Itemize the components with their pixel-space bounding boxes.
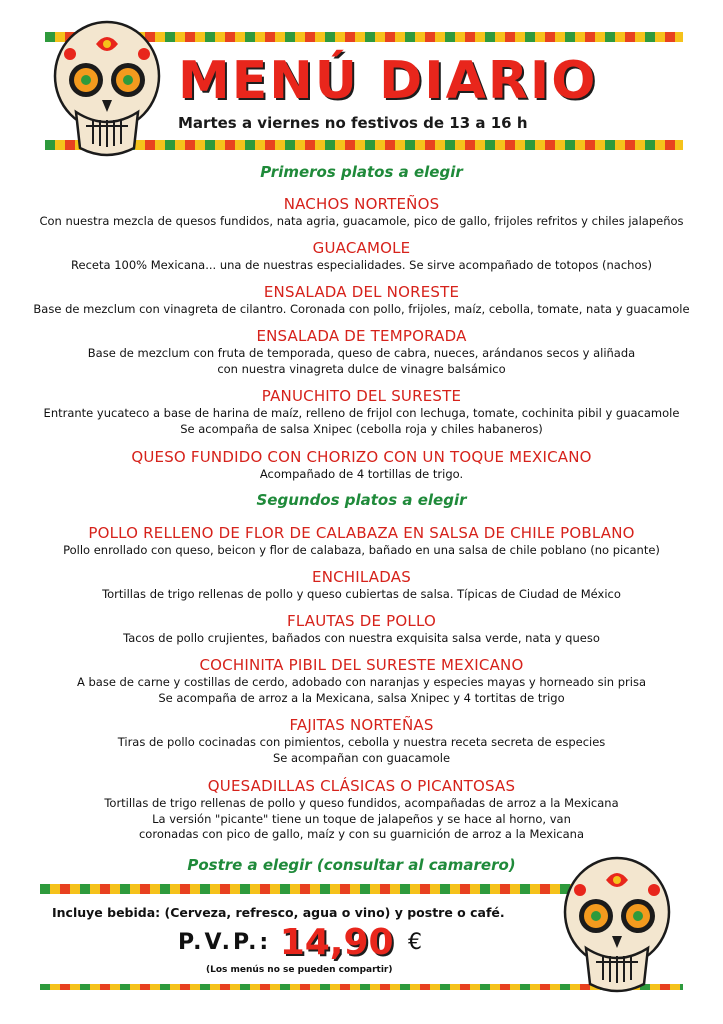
price-value: 14,90 (279, 922, 394, 963)
menu-title: MENÚ DIARIO (178, 51, 598, 111)
dish-description: Entrante yucateco a base de harina de maíz, relleno de frijol con lechuga, tomate, cochinita pibil y guacamole (43, 406, 680, 420)
dish-description: Tortillas de trigo rellenas de pollo y queso fundidos, acompañadas de arroz a la Mexicana (104, 796, 619, 810)
dish-name: ENSALADA DE TEMPORADA (256, 327, 467, 345)
menu-schedule: Martes a viernes no festivos de 13 a 16 h (178, 114, 528, 132)
dish-description: Receta 100% Mexicana... una de nuestras especialidades. Se sirve acompañado de totopos (nachos) (71, 258, 652, 272)
dish-name: ENSALADA DEL NORESTE (263, 283, 460, 301)
dish-description: Base de mezclum con fruta de temporada, queso de cabra, nueces, arándanos secos y aliñada (87, 346, 636, 360)
dish-item (30, 387, 693, 437)
dish-name: NACHOS NORTEÑOS (283, 195, 440, 213)
dish-item (30, 568, 693, 603)
dish-description: Tortillas de trigo rellenas de pollo y queso cubiertas de salsa. Típicas de Ciudad de México (102, 587, 621, 601)
dish-item (30, 327, 693, 377)
dish-item (30, 777, 693, 843)
dish-item (30, 448, 693, 483)
dish-item (30, 656, 693, 706)
dish-name: FAJITAS NORTEÑAS (289, 716, 434, 734)
dish-name: GUACAMOLE (312, 239, 411, 257)
price-row (178, 922, 422, 968)
dish-description: Se acompaña de arroz a la Mexicana, salsa Xnipec y 4 tortitas de trigo (158, 690, 565, 705)
decorative-band-footer-top (40, 884, 583, 894)
dish-description: Con nuestra mezcla de quesos fundidos, nata agria, guacamole, pico de gallo, frijoles refritos y chiles jalapeños (39, 214, 684, 228)
included-drink-text: Incluye bebida: (Cerveza, refresco, agua o vino) y postre o café. (52, 905, 505, 920)
currency-symbol: € (408, 930, 423, 955)
dish-description: Tacos de pollo crujientes, bañados con nuestra exquisita salsa verde, nata y queso (123, 631, 600, 645)
dish-description: Se acompaña de salsa Xnipec (cebolla roja y chiles habaneros) (180, 421, 543, 436)
dish-description: Base de mezclum con vinagreta de cilantro. Coronada con pollo, frijoles, maíz, cebolla, tomate, nata y guacamole (33, 302, 690, 316)
dish-item (30, 716, 693, 766)
dish-name: ENCHILADAS (312, 568, 411, 586)
dish-item (30, 195, 693, 230)
section-heading-primeros: Primeros platos a elegir (260, 163, 463, 181)
dish-description: Acompañado de 4 tortillas de trigo. (259, 467, 464, 481)
section-heading-segundos: Segundos platos a elegir (256, 491, 467, 509)
dish-name: COCHINITA PIBIL DEL SURESTE MEXICANO (199, 656, 524, 674)
dish-description: Se acompañan con guacamole (272, 750, 451, 765)
dish-name: PANUCHITO DEL SURESTE (261, 387, 462, 405)
dish-item (30, 283, 693, 318)
sugar-skull-icon (46, 14, 168, 164)
dish-name: POLLO RELLENO DE FLOR DE CALABAZA EN SALSA DE CHILE POBLANO (88, 524, 635, 542)
dish-description: con nuestra vinagreta dulce de vinagre balsámico (217, 361, 506, 376)
dish-name: QUESO FUNDIDO CON CHORIZO CON UN TOQUE MEXICANO (131, 448, 592, 466)
dish-item (30, 239, 693, 274)
share-note: (Los menús no se pueden compartir) (206, 965, 393, 975)
dish-item (30, 612, 693, 647)
dish-description: La versión "picante" tiene un toque de jalapeños y se hace al horno, van (152, 811, 571, 826)
dish-name: QUESADILLAS CLÁSICAS O PICANTOSAS (207, 777, 516, 795)
dish-name: FLAUTAS DE POLLO (287, 612, 436, 630)
dish-description: A base de carne y costillas de cerdo, adobado con naranjas y especies mayas y horneado sin prisa (76, 675, 647, 689)
dish-description: Pollo enrollado con queso, beicon y flor de calabaza, bañado en una salsa de chile poblano (no picante) (63, 543, 660, 557)
dish-description: coronadas con pico de gallo, maíz y con su guarnición de arroz a la Mexicana (138, 827, 584, 841)
dish-item (30, 524, 693, 559)
pvp-label: P.V.P.: (178, 930, 272, 955)
dish-description: Tiras de pollo cocinadas con pimientos, cebolla y nuestra receta secreta de especies (117, 735, 606, 749)
section-heading-postre: Postre a elegir (consultar al camarero) (187, 856, 516, 874)
